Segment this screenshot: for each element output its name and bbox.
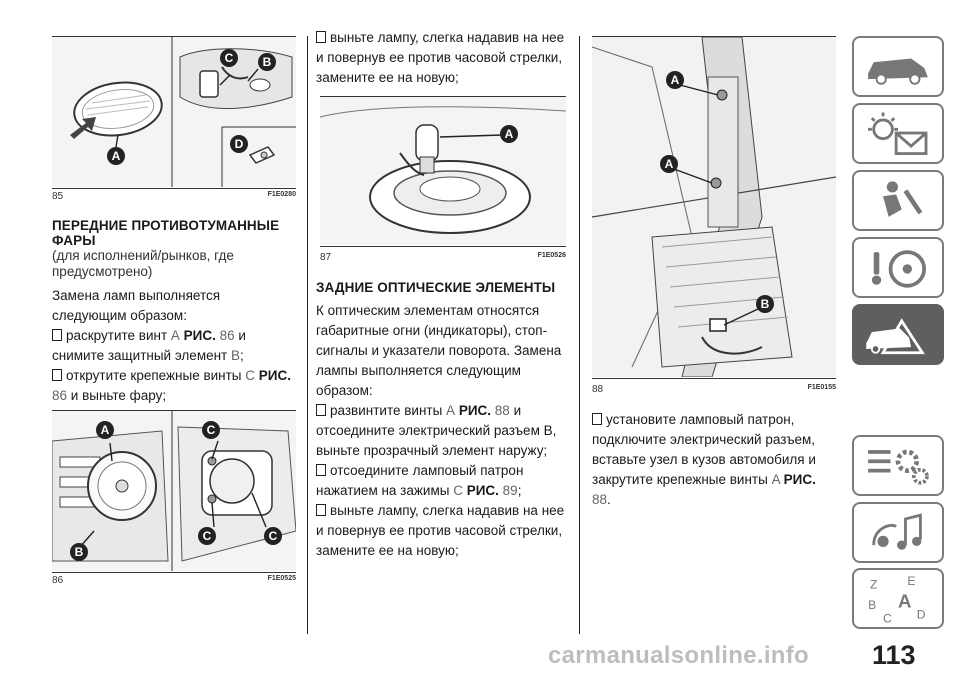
checkbox-icon	[52, 369, 62, 381]
tab-warning-lights-icon[interactable]	[852, 103, 944, 164]
fig86-label-c-bottom-left: C	[198, 527, 216, 545]
fig85-label-d: D	[230, 135, 248, 153]
fig86-label-b: B	[70, 543, 88, 561]
index-letter: C	[883, 611, 892, 626]
section-heading-front-fog: ПЕРЕДНИЕ ПРОТИВОТУМАННЫЕ ФАРЫ	[52, 218, 280, 248]
checkbox-icon	[316, 464, 326, 476]
fig88-rule	[592, 378, 836, 379]
alphabetical-index-icon	[854, 570, 942, 627]
figure-87-illustration	[320, 97, 566, 245]
front-fog-section	[52, 218, 296, 406]
fig87-caption	[320, 252, 566, 266]
fig85-label-c: C	[220, 49, 238, 67]
seat-airbag-icon	[854, 172, 942, 229]
fig87-label-a: A	[500, 125, 518, 143]
tab-alphabetical-index-icon[interactable]	[852, 568, 944, 629]
fig86-rule	[52, 572, 296, 573]
page-number: 113	[872, 640, 916, 670]
fig85-code: F1E0280	[267, 191, 296, 198]
column-divider	[579, 36, 580, 634]
fig85-label-b: B	[258, 53, 276, 71]
fig88-label-b: B	[756, 295, 774, 313]
maintenance-gears-icon	[854, 437, 942, 494]
figure-86-illustration	[52, 411, 296, 571]
fig85-number: 85	[52, 191, 64, 202]
figure-86	[52, 410, 296, 571]
step-item: выньте лампу, слегка надавив на нее и повернув ее против часовой стрелки, замените ее на новую;	[316, 503, 565, 558]
fig86-code: F1E0525	[267, 575, 296, 582]
car-icon	[854, 38, 942, 95]
figure-88-illustration	[592, 37, 836, 377]
fig87-rule	[320, 246, 566, 247]
checkbox-icon	[316, 404, 326, 416]
tab-steering-wheel-icon[interactable]	[852, 237, 944, 298]
fig88-code: F1E0155	[807, 384, 836, 391]
step-item: установите ламповый патрон, подключите электрический разъем, вставьте узел в кузов автомобиля и закрутите крепежные винты A РИС. 88.	[592, 412, 816, 507]
fig86-label-a: A	[96, 421, 114, 439]
section-heading-rear-optics: ЗАДНИЕ ОПТИЧЕСКИЕ ЭЛЕМЕНТЫ	[316, 280, 556, 295]
multimedia-icon	[854, 504, 942, 561]
intro-text: К оптическим элементам относятся габаритные огни (индикаторы), стоп-сигналы и указатели поворота. Замена лампы выполняется следующим образом:	[316, 303, 562, 398]
checkbox-icon	[316, 504, 326, 516]
index-letter: E	[907, 573, 916, 588]
step-item: открутите крепежные винты C РИС. 86 и выньте фару;	[52, 368, 291, 403]
tab-breakdown-car-icon[interactable]	[852, 304, 944, 365]
rear-optics-section	[316, 280, 568, 561]
column-divider	[307, 36, 308, 634]
warning-lights-icon	[854, 105, 942, 162]
fig87-code: F1E0526	[537, 252, 566, 259]
figure-87	[320, 96, 566, 245]
step-item: раскрутите винт A РИС. 86 и снимите защитный элемент B;	[52, 328, 246, 363]
fig86-label-c-bottom-right: C	[264, 527, 282, 545]
index-letter: D	[916, 607, 926, 622]
step-item: выньте лампу, слегка надавив на нее и повернув ее против часовой стрелки, замените ее на новую;	[316, 30, 565, 85]
checkbox-icon	[316, 31, 326, 43]
fig88-caption	[592, 384, 836, 398]
step-item: развинтите винты A РИС. 88 и отсоедините электрический разъем B, выньте прозрачный элемент наружу;	[316, 403, 557, 458]
index-letter: B	[868, 598, 877, 613]
watermark: carmanualsonline.info	[548, 642, 810, 669]
fig86-label-c-top: C	[202, 421, 220, 439]
fig88-label-a-bottom: A	[660, 155, 678, 173]
checkbox-icon	[52, 329, 62, 341]
fig86-caption	[52, 575, 296, 589]
breakdown-car-icon	[854, 306, 942, 363]
fig87-number: 87	[320, 252, 332, 263]
steering-wheel-icon	[854, 239, 942, 296]
fig85-rule	[52, 188, 296, 189]
index-letter: Z	[869, 577, 878, 592]
section-subheading: (для исполнений/рынков, где предусмотрено)	[52, 248, 234, 279]
fig88-label-a-top: A	[666, 71, 684, 89]
fig88-number: 88	[592, 384, 604, 395]
tab-seat-airbag-icon[interactable]	[852, 170, 944, 231]
fig85-label-a: A	[107, 147, 125, 165]
checkbox-icon	[592, 413, 602, 425]
tab-multimedia-icon[interactable]	[852, 502, 944, 563]
fig85-caption	[52, 191, 296, 205]
fig86-number: 86	[52, 575, 64, 586]
figure-85	[52, 36, 296, 187]
tab-maintenance-gears-icon[interactable]	[852, 435, 944, 496]
figure-88	[592, 36, 836, 377]
tab-car-icon[interactable]	[852, 36, 944, 97]
index-letter: A	[898, 590, 912, 612]
intro-text: Замена ламп выполняется следующим образом:	[52, 288, 221, 323]
step-item: отсоедините ламповый патрон нажатием на зажимы C РИС. 89;	[316, 463, 524, 498]
